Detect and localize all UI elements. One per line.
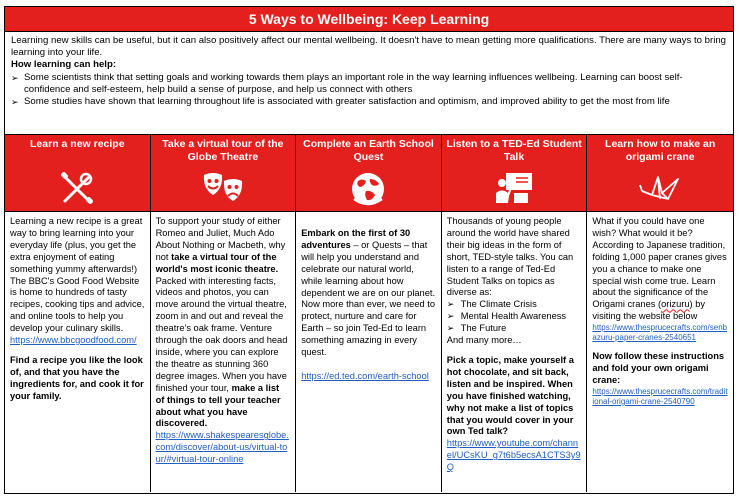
- globe-virtual-tour-link[interactable]: https://www.shakespearesglobe.com/discover/about-us/virtual-tour/#virtual-tour-online: [155, 430, 289, 465]
- topic-item: ➢ The Climate Crisis: [447, 299, 582, 311]
- origami-crane-icon: [587, 168, 733, 210]
- activity-text: What if you could have one wish? What would it be? According to Japanese tradition, folding 1,000 paper cranes gives you a chance to make one special wish come true. Learn about the significance of the Origami cranes (: [592, 216, 727, 310]
- activity-highlight: Embark on the first of 30 adventures: [301, 228, 411, 250]
- topic-item: ➢ The Future: [447, 323, 582, 335]
- worksheet: [4, 6, 734, 494]
- page-title: 5 Ways to Wellbeing: Keep Learning: [5, 7, 733, 32]
- senbazuru-link[interactable]: https://www.thesprucecrafts.com/senbazuru-paper-cranes-2540651: [592, 323, 728, 343]
- activity-text: ) by visiting the website below: [592, 299, 706, 322]
- activity-task: Now follow these instructions and fold your own origami crane:: [592, 351, 725, 385]
- activity-text: Thousands of young people around the world have shared their big ideas in the form of short, TED-style talks. You can listen to a range of Ted-Ed Student Talks on topics as diverse as:: [446, 216, 574, 298]
- activity-text: And many more…: [446, 335, 522, 346]
- activity-origami: [587, 135, 733, 492]
- activity-title: Learn a new recipe: [30, 138, 125, 150]
- activity-body: [151, 212, 296, 478]
- activity-task: Find a recipe you like the look of, and that you have the ingredients for, and cook it for your family.: [10, 354, 144, 401]
- activity-header: [587, 135, 733, 212]
- activity-body: [587, 212, 733, 419]
- activity-text: Learning a new recipe is a great way to bring learning into your everyday life (plus, you get the extra enjoyment of eating something yummy afterwards!) The BBC's Good Food Website is home to hundreds of tasty recipes, cooking tips and advice, and online tools to help you develop your culinary skills.: [10, 216, 145, 334]
- activity-header: [296, 135, 441, 212]
- earth-school-link[interactable]: https://ed.ted.com/earth-school: [301, 370, 429, 381]
- topic-list: [447, 299, 582, 335]
- intro-heading: How learning can help:: [11, 59, 117, 71]
- activity-title: Learn how to make an origami crane: [605, 138, 716, 163]
- origami-crane-instructions-link[interactable]: https://www.thesprucecrafts.com/traditional-origami-crane-2540790: [592, 386, 728, 406]
- bbc-good-food-link[interactable]: https://www.bbcgoodfood.com/: [10, 335, 137, 346]
- intro-bullet: ➢ Some studies have shown that learning throughout life is associated with greater satisfaction and optimism, and improved ability to get the most from life: [11, 96, 727, 108]
- intro-bullet: ➢ Some scientists think that setting goals and working towards them plays an important role in the way learning influences wellbeing. Learning can boost self-confidence and self-esteem, help build a sense of purpose, and help us connect with others: [11, 72, 727, 96]
- topic-item: ➢ Mental Health Awareness: [447, 311, 582, 323]
- activity-body: [5, 212, 150, 415]
- presenter-icon: [442, 168, 587, 210]
- activity-title: Listen to a TED-Ed Student Talk: [446, 138, 582, 163]
- activity-title: Complete an Earth School Quest: [303, 138, 434, 163]
- globe-icon: [296, 168, 441, 210]
- activity-globe-theatre: [151, 135, 297, 492]
- orizuru-word: orizuru: [661, 299, 690, 310]
- activity-header: [151, 135, 296, 212]
- activity-body: [296, 212, 441, 395]
- activity-task: make a list of things to tell your teacher about what you have discovered.: [155, 382, 281, 429]
- activity-text: Packed with interesting facts, videos and photos, you can move around the virtual theatre, zoom in and out and reveal the theatre's oak frame. Venture through the oak doors and head inside, where you can explore the theatre as stunning 360 degree images. When you have finished your tour,: [155, 275, 288, 393]
- activity-task: Pick a topic, make yourself a hot chocolate, and sit back, listen and be inspired. When you have finished watching, why not make a list of topics that you would cover in your own Ted talk?: [446, 354, 574, 437]
- intro-bullets: [11, 72, 727, 109]
- intro-paragraph: Learning new skills can be useful, but it can also positively affect our mental wellbeing. It doesn't have to mean getting more qualifications. There are many ways to bring learning into your life.: [11, 35, 727, 59]
- activity-earth-school: [296, 135, 442, 492]
- activity-recipe: [5, 135, 151, 492]
- theatre-masks-icon: [151, 168, 296, 210]
- cooking-utensils-icon: [5, 168, 150, 210]
- activity-text: – or Quests – that will help you understand and celebrate our natural world, while learning about how dependent we are on our planet. Now more than ever, we need to protect, nurture and care for Earth – so join Ted-Ed to learn something amazing in every quest.: [301, 239, 436, 358]
- activity-header: [5, 135, 150, 212]
- activity-highlight: take a virtual tour of the world's most iconic theatre.: [155, 251, 279, 274]
- activity-header: [442, 135, 587, 212]
- activity-grid: [5, 135, 733, 492]
- activity-text: To support your study of either Romeo and Juliet, Much Ado About Nothing or Macbeth, why not: [155, 216, 286, 262]
- activity-body: [442, 212, 587, 486]
- activity-title: Take a virtual tour of the Globe Theatre: [162, 138, 284, 163]
- ted-ed-youtube-link[interactable]: https://www.youtube.com/channel/UCsKU_g7t6b5ecsA1CTS3y9Q: [446, 438, 581, 473]
- intro-section: [5, 32, 733, 135]
- activity-ted-talk: [442, 135, 588, 492]
